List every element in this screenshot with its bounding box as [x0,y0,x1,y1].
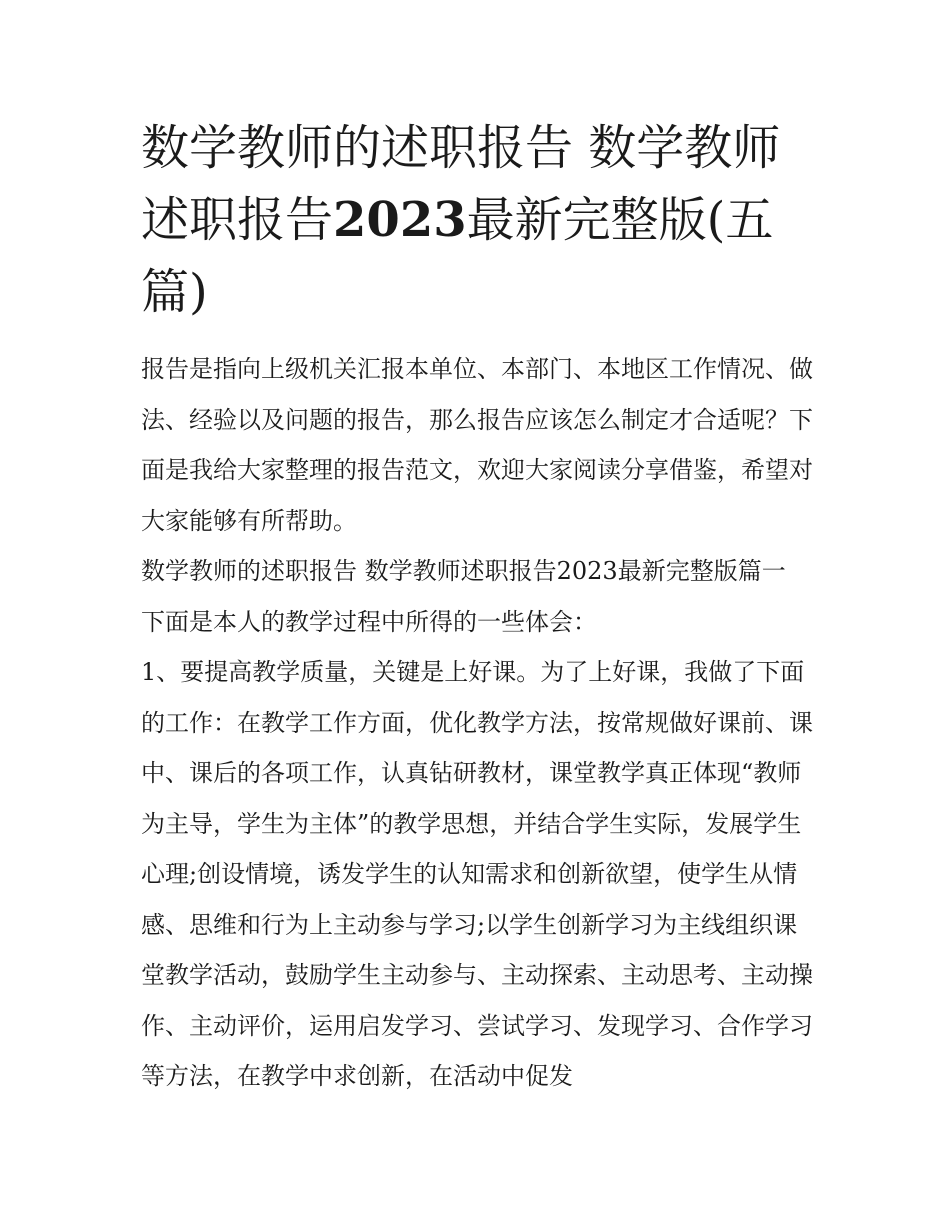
document-title: 数学教师的述职报告 数学教师述职报告2023最新完整版(五篇) [141,120,781,320]
paragraph-intro: 报告是指向上级机关汇报本单位、本部门、本地区工作情况、做法、经验以及问题的报告，那么报告应该怎么制定才合适呢？下面是我给大家整理的报告范文，欢迎大家阅读分享借鉴，希望对大家能够有所帮助。 [141,355,813,535]
paragraph-section-heading: 数学教师的述职报告 数学教师述职报告2023最新完整版篇一 [141,557,786,585]
paragraph-point-1: 1、要提高教学质量，关键是上好课。为了上好课，我做了下面的工作：在教学工作方面，优化教学方法，按常规做好课前、课中、课后的各项工作，认真钻研教材，课堂教学真正体现“教师为主导，学生为主体”的教学思想，并结合学生实际，发展学生心理;创设情境，诱发学生的认知需求和创新欲望，使学生从情感、思维和行为上主动参与学习;以学生创新学习为主线组织课堂教学活动，鼓励学生主动参与、主动探索、主动思考、主动操作、主动评价，运用启发学习、尝试学习、发现学习、合作学习等方法，在教学中求创新，在活动中促发 [141,658,813,1090]
title-year: 2023 [333,192,467,248]
document-page [141,112,813,1102]
document-body [141,344,813,1102]
paragraph-lead: 下面是本人的教学过程中所得的一些体会： [141,607,597,636]
